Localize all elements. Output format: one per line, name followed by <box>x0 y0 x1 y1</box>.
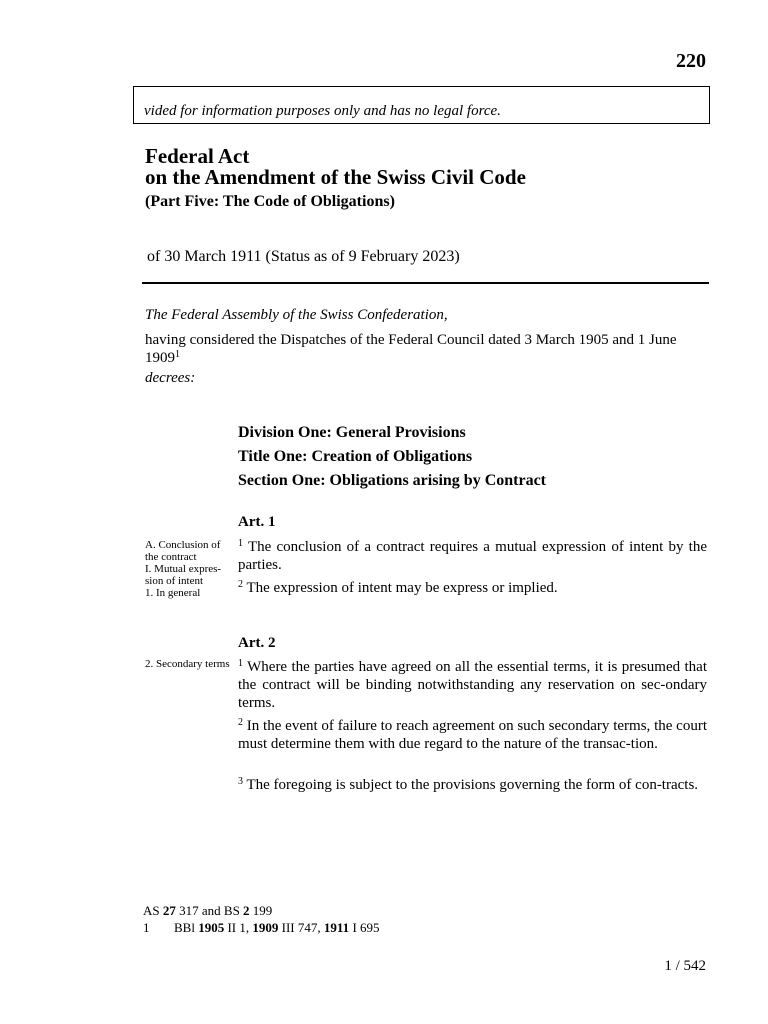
footnote-text: BBl <box>174 920 199 935</box>
footnote-source <box>143 903 272 919</box>
page-number: 220 <box>676 50 706 72</box>
paragraph-number: 1 <box>238 538 243 549</box>
margin-note: A. Conclusion of the contract <box>145 539 221 563</box>
article-2-label: Art. 2 <box>238 635 276 651</box>
footnote-text: AS <box>143 903 163 918</box>
act-date: of 30 March 1911 (Status as of 9 February 2023) <box>147 248 460 265</box>
title-heading: Title One: Creation of Obligations <box>238 448 473 465</box>
footnote-volume: 2 <box>243 903 250 918</box>
paragraph-number: 3 <box>238 776 243 787</box>
footnote-text: 199 <box>249 903 273 918</box>
footnote-ref-1[interactable]: 1 <box>175 349 180 360</box>
title-divider <box>142 282 709 284</box>
paragraph-text: The foregoing is subject to the provisions governing the form of con-tracts. <box>246 777 699 793</box>
margin-note: 1. In general <box>145 587 201 599</box>
preamble-considered-text: having considered the Dispatches of the Federal Council dated 3 March 1905 and 1 June 1909 <box>145 332 677 366</box>
footnote-text: 317 and BS <box>175 903 244 918</box>
page-count: 1 / 542 <box>664 958 706 974</box>
footnote-year: 1909 <box>252 920 279 935</box>
preamble-decrees: decrees: <box>145 370 196 386</box>
paragraph-text: The expression of intent may be express or implied. <box>246 580 558 596</box>
footnote-year: 1911 <box>323 920 350 935</box>
margin-note: I. Mutual expres-sion of intent <box>145 563 222 587</box>
footnote-1 <box>143 920 380 936</box>
preamble-considered <box>145 331 705 367</box>
footnote-year: 1905 <box>198 920 225 935</box>
section-heading: Section One: Obligations arising by Contract <box>238 472 547 489</box>
article-1-paragraph-2 <box>238 579 707 597</box>
footnote-text: III 747, <box>278 920 324 935</box>
article-1-margin-notes <box>145 540 233 601</box>
act-subtitle: (Part Five: The Code of Obligations) <box>145 193 395 210</box>
footnote-text: II 1, <box>224 920 253 935</box>
paragraph-text: Where the parties have agreed on all the essential terms, it is presumed that the contract will be binding notwithstanding any reservation on sec-ondary terms. <box>238 659 707 711</box>
legal-notice-box <box>133 86 710 124</box>
preamble-assembly: The Federal Assembly of the Swiss Confederation, <box>145 307 448 323</box>
division-heading: Division One: General Provisions <box>238 424 466 441</box>
act-title: Federal Act <box>145 144 250 168</box>
article-1-paragraph-1 <box>238 538 707 574</box>
paragraph-number: 1 <box>238 658 243 669</box>
paragraph-text: In the event of failure to reach agreement on such secondary terms, the court must determine them with due regard to the nature of the transac-tion. <box>238 718 707 752</box>
footnote-volume: 27 <box>162 903 176 918</box>
paragraph-text: The conclusion of a contract requires a mutual expression of intent by the parties. <box>238 539 708 573</box>
article-2-paragraph-2 <box>238 717 707 753</box>
article-2-margin-notes <box>145 659 233 672</box>
act-title-line-2: on the Amendment of the Swiss Civil Code <box>145 165 526 189</box>
article-1-label: Art. 1 <box>238 514 276 530</box>
paragraph-number: 2 <box>238 717 243 728</box>
legal-notice-text: vided for information purposes only and has no legal force. <box>144 103 501 119</box>
margin-note: 2. Secondary terms <box>145 658 230 670</box>
article-2-paragraph-1 <box>238 658 707 712</box>
paragraph-number: 2 <box>238 579 243 590</box>
article-2-paragraph-3 <box>238 776 707 794</box>
footnote-text: I 695 <box>349 920 380 935</box>
footnote-number: 1 <box>143 920 150 935</box>
